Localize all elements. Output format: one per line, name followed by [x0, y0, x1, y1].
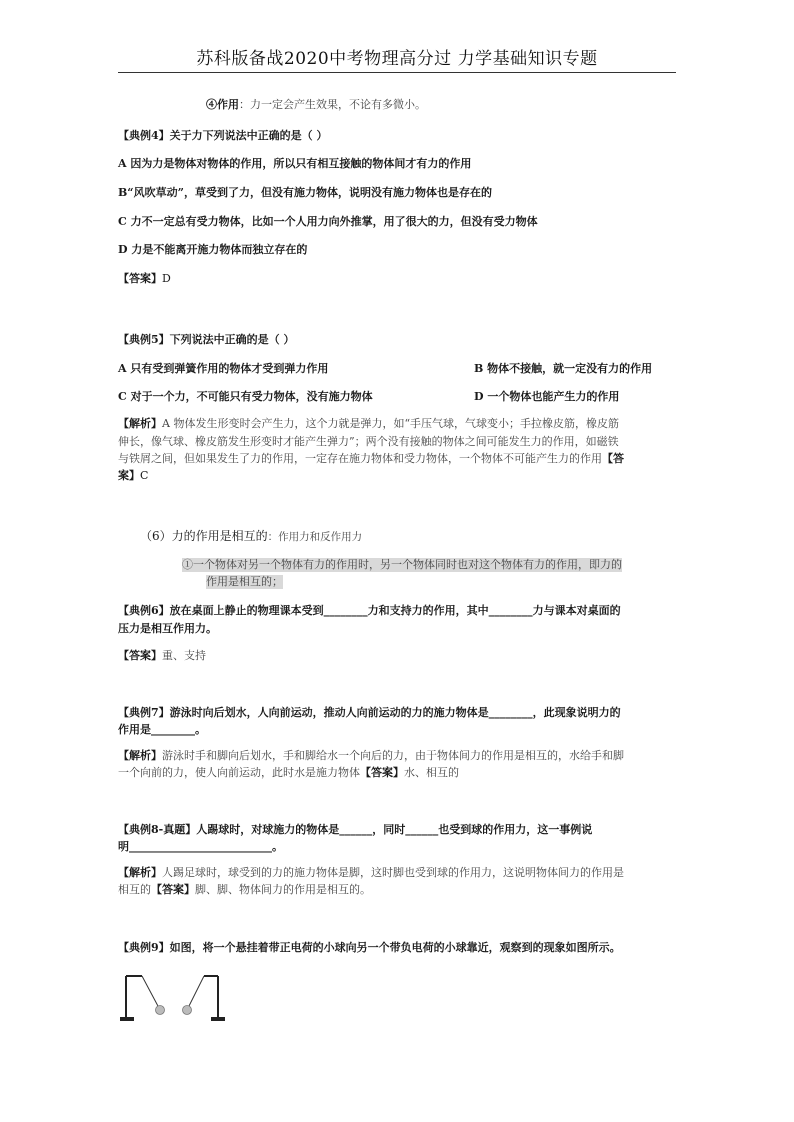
example-5-analysis-line-3: [118, 452, 624, 466]
example-7-answer-tag: 【答案】: [360, 766, 404, 779]
example-5-question-text: 下列说法中正确的是（ ）: [169, 333, 295, 346]
negative-ball: [183, 1006, 192, 1015]
example-8-analysis-text-2: 相互的: [118, 883, 151, 896]
example-5-analysis-text-3: 与铁屑之间，但如果发生了力的作用，一定存在施力物体和受力物体，一个物体不可能产生力的作用: [118, 452, 602, 465]
example-4-option-d: D 力是不能离开施力物体而独立存在的: [118, 243, 308, 256]
positive-ball: [156, 1006, 165, 1015]
charged-balls-figure: [118, 968, 228, 1028]
example-5-answer-tag-a: 【答: [602, 452, 624, 465]
example-5-option-a: A 只有受到弹簧作用的物体才受到弹力作用: [118, 362, 329, 375]
example-7-analysis-line-1: [118, 749, 624, 763]
example-7-analysis-text-1: 游泳时手和脚向后划水，手和脚给水一个向后的力，由于物体间力的作用是相互的，水给手和脚: [162, 749, 624, 762]
example-5-tag: 【典例5】: [118, 333, 170, 346]
example-8-analysis-line-2: [118, 883, 371, 897]
example-5-analysis-line-1: [118, 417, 619, 431]
example-5-option-b: B 物体不接触，就一定没有力的作用: [474, 362, 653, 375]
example-8-line-2: 明__________________________。: [118, 840, 283, 853]
example-5-analysis-line-2: 伸长，像气球、橡皮筋发生形变时才能产生弹力”；两个没有接触的物体之间可能发生力的作用，如磁铁: [118, 435, 619, 448]
example-4-question: [118, 129, 328, 143]
example-5-analysis-tag: 【解析】: [118, 417, 162, 430]
section-6-item-line-1: ①一个物体对另一个物体有力的作用时，另一个物体同时也对这个物体有力的作用，即力的: [182, 558, 622, 571]
page-header-title: 苏科版备战2020中考物理高分过 力学基础知识专题: [196, 49, 598, 69]
example-7-text-1: 游泳时向后划水，人向前运动，推动人向前运动的力的施力物体是________，此现象说明力的: [169, 706, 621, 719]
example-9-tag: 【典例9】: [118, 941, 170, 954]
example-9-question: [118, 941, 621, 955]
example-6-text-1: 放在桌面上静止的物理课本受到________力和支持力的作用，其中________力与课本对桌面的: [169, 604, 621, 617]
example-4-option-a: A 因为力是物体对物体的作用，所以只有相互接触的物体间才有力的作用: [118, 157, 472, 170]
example-6-answer: [118, 649, 206, 663]
example-4-question-text: 关于力下列说法中正确的是（ ）: [169, 129, 328, 142]
example-7-tag: 【典例7】: [118, 706, 170, 719]
point-4: [206, 98, 426, 112]
example-4-answer: [118, 272, 171, 286]
right-stand-base: [211, 1017, 225, 1021]
example-5-option-c: C 对于一个力，不可能只有受力物体，没有施力物体: [118, 390, 373, 403]
example-5-option-d: D 一个物体也能产生力的作用: [474, 390, 620, 403]
example-5-answer-tag-b: 案】: [118, 469, 140, 482]
example-5-analysis-text-1: A 物体发生形变时会产生力，这个力就是弹力，如“手压气球，气球变小；手拉橡皮筋，橡皮筋: [162, 417, 620, 430]
example-8-answer-value: 脚、脚、物体间力的作用是相互的。: [195, 883, 371, 896]
point-4-text: ：力一定会产生效果，不论有多微小。: [239, 98, 426, 111]
example-6-tag: 【典例6】: [118, 604, 170, 617]
example-4-tag: 【典例4】: [118, 129, 170, 142]
example-6-line-1: [118, 604, 621, 618]
example-4-option-b: B“风吹草动”，草受到了力，但没有施力物体，说明没有施力物体也是存在的: [118, 186, 492, 199]
section-6-title: （6）力的作用是相互的: [140, 529, 268, 543]
example-8-analysis-text-1: 人踢足球时，球受到的力的施力物体是脚，这时脚也受到球的作用力，这说明物体间力的作用是: [162, 866, 624, 879]
example-4-option-c: C 力不一定总有受力物体，比如一个人用力向外推掌，用了很大的力，但没有受力物体: [118, 215, 538, 228]
section-6-subtitle: ：作用力和反作用力: [267, 531, 363, 543]
section-6-item-line-2: 作用是相互的；: [206, 575, 283, 588]
left-stand-base: [120, 1017, 134, 1021]
example-4-answer-value: D: [162, 272, 171, 285]
example-8-text-1: 人踢球时，对球施力的物体是______，同时______也受到球的作用力，这一事例说: [196, 823, 593, 836]
example-6-line-2: 压力是相互作用力。: [118, 622, 217, 635]
example-4-answer-tag: 【答案】: [118, 272, 162, 285]
right-thread: [188, 976, 204, 1008]
example-8-analysis-line-1: [118, 866, 624, 880]
example-8-analysis-tag: 【解析】: [118, 866, 162, 879]
example-6-answer-tag: 【答案】: [118, 649, 162, 662]
example-6-answer-value: 重、支持: [162, 649, 206, 662]
example-8-line-1: [118, 823, 592, 837]
example-7-analysis-tag: 【解析】: [118, 749, 162, 762]
point-4-label: ④作用: [206, 98, 239, 111]
example-7-answer-value: 水、相互的: [404, 766, 459, 779]
header-divider: [118, 72, 676, 73]
example-7-line-1: [118, 706, 621, 720]
section-6-heading: [140, 529, 362, 544]
example-7-line-2: 作用是________。: [118, 723, 206, 736]
left-thread: [142, 976, 159, 1008]
example-5-answer: [118, 469, 148, 483]
example-5-answer-value: C: [140, 469, 149, 482]
example-9-question-text: 如图，将一个悬挂着带正电荷的小球向另一个带负电荷的小球靠近，观察到的现象如图所示。: [169, 941, 621, 954]
example-8-answer-tag: 【答案】: [151, 883, 195, 896]
example-7-analysis-line-2: [118, 766, 459, 780]
example-7-analysis-text-2: 一个向前的力，使人向前运动，此时水是施力物体: [118, 766, 360, 779]
example-5-question: [118, 333, 295, 347]
example-8-tag: 【典例8-真题】: [118, 823, 197, 836]
